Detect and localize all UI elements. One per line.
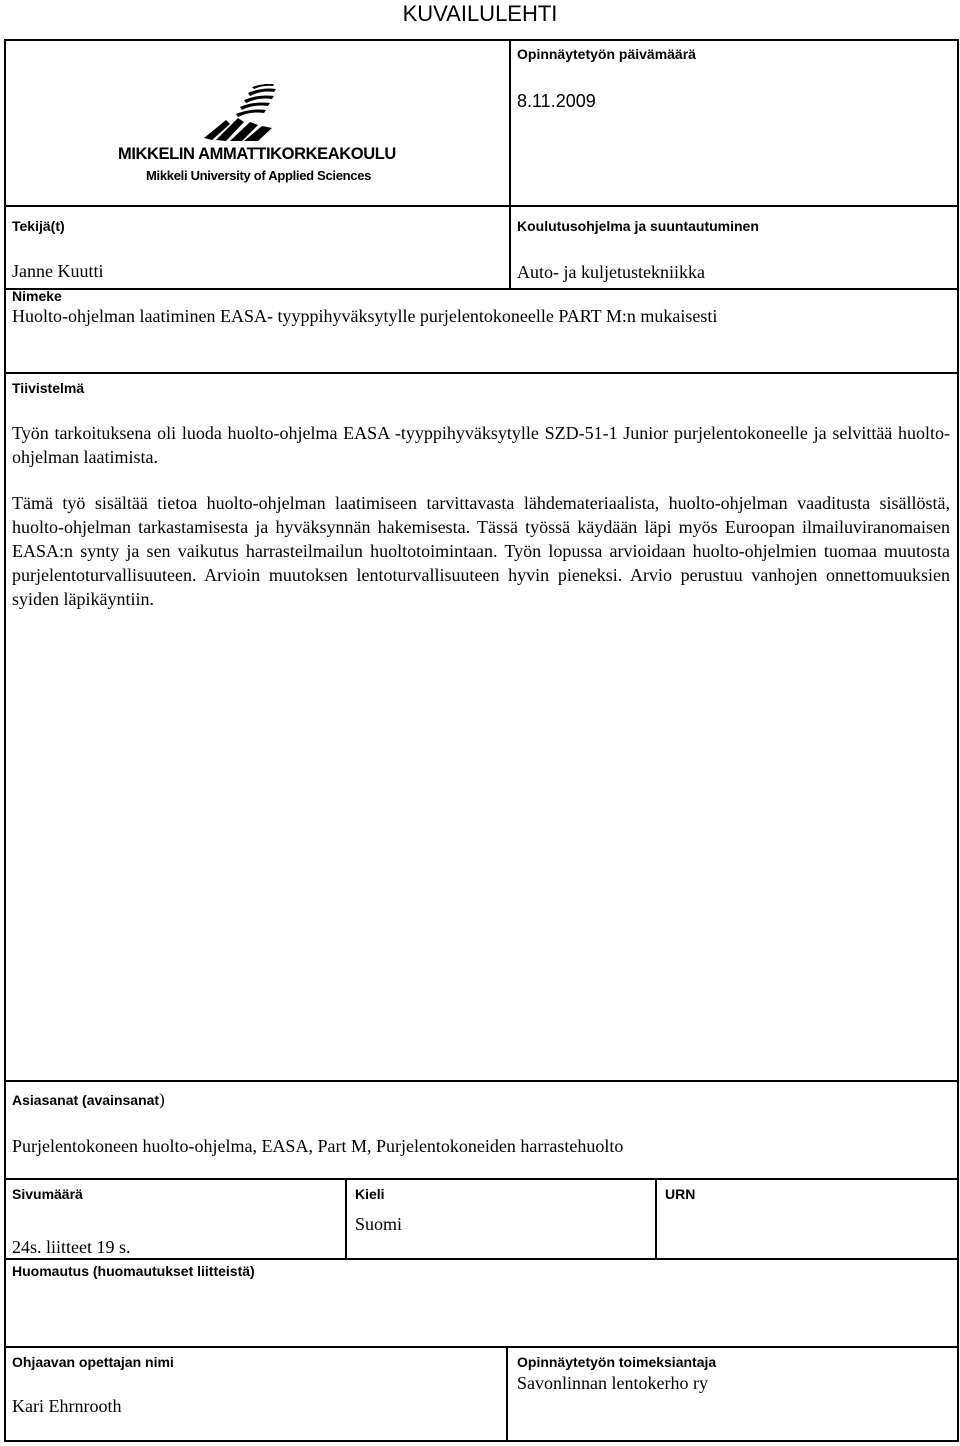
pages-value: 24s. liitteet 19 s. — [12, 1237, 131, 1257]
pages-label: Sivumäärä — [12, 1186, 83, 1202]
keywords-label — [12, 1092, 165, 1108]
keywords-label-text: Asiasanat (avainsanat — [12, 1092, 160, 1108]
meta-divider-1 — [345, 1179, 347, 1259]
logo-name: MIKKELIN AMMATTIKORKEAKOULU — [118, 145, 396, 163]
row-divider-top — [5, 205, 958, 207]
mamk-logo-icon — [118, 84, 358, 144]
row-divider-bottom — [5, 1346, 958, 1348]
abstract-label: Tiivistelmä — [12, 380, 85, 396]
commissioner-value: Savonlinnan lentokerho ry — [517, 1373, 708, 1393]
page-title: KUVAILULEHTI — [402, 1, 558, 26]
logo-subtitle: Mikkeli University of Applied Sciences — [146, 168, 372, 183]
language-value: Suomi — [355, 1214, 403, 1234]
language-label: Kieli — [355, 1186, 385, 1202]
author-label: Tekijä(t) — [12, 218, 65, 234]
bottom-divider — [506, 1347, 508, 1441]
supervisor-value: Kari Ehrnrooth — [12, 1396, 122, 1416]
header-divider — [509, 40, 511, 289]
meta-divider-2 — [655, 1179, 657, 1259]
row-divider-name — [5, 288, 958, 290]
row-divider-abstract — [5, 372, 958, 374]
name-value: Huolto-ohjelman laatiminen EASA- tyyppihyväksytylle purjelentokoneelle PART M:n mukaisesti — [12, 306, 718, 326]
row-divider-meta — [5, 1178, 958, 1180]
supervisor-label: Ohjaavan opettajan nimi — [12, 1354, 174, 1370]
date-value: 8.11.2009 — [517, 91, 596, 111]
row-divider-remarks — [5, 1258, 958, 1260]
remarks-label: Huomautus (huomautukset liitteistä) — [12, 1263, 255, 1279]
row-divider-keywords — [5, 1080, 958, 1082]
author-value: Janne Kuutti — [12, 261, 104, 281]
university-logo — [118, 84, 396, 188]
keywords-value: Purjelentokoneen huolto-ohjelma, EASA, Part M, Purjelentokoneiden harrastehuolto — [12, 1136, 624, 1156]
programme-label: Koulutusohjelma ja suuntautuminen — [517, 218, 759, 234]
keywords-label-paren: ) — [159, 1090, 165, 1109]
date-label: Opinnäytetyön päivämäärä — [517, 46, 696, 62]
abstract-paragraph-1: Työn tarkoituksena oli luoda huolto-ohjelma EASA -tyyppihyväksytylle SZD-51-1 Junior purjelentokoneelle ja selvittää huolto-ohjelman laatimista. — [12, 423, 950, 467]
name-label: Nimeke — [12, 288, 62, 304]
abstract-paragraph-2: Tämä työ sisältää tietoa huolto-ohjelman laatimiseen tarvittavasta lähdemateriaalista, huolto-ohjelman vaaditusta sisällöstä, huolto-ohjelman tarkastamisesta ja hyväksynnän hakemisesta. Tässä työssä käydään läpi myös Euroopan ilmailuviranomaisen EASA:n synty ja sen vaikutus harrasteilmailun huoltotoimintaan. Työn lopussa arvioidaan huolto-ohjelmien tuomaa muutosta purjelentoturvallisuuteen. Arvioin muutoksen lentoturvallisuuteen hyvin pieneksi. Arvio perustuu vanhojen onnettomuuksien syiden läpikäyntiin. — [12, 493, 950, 609]
programme-value: Auto- ja kuljetustekniikka — [517, 262, 705, 282]
urn-label: URN — [665, 1186, 696, 1202]
form-frame — [4, 39, 959, 1442]
commissioner-label: Opinnäytetyön toimeksiantaja — [517, 1354, 717, 1370]
